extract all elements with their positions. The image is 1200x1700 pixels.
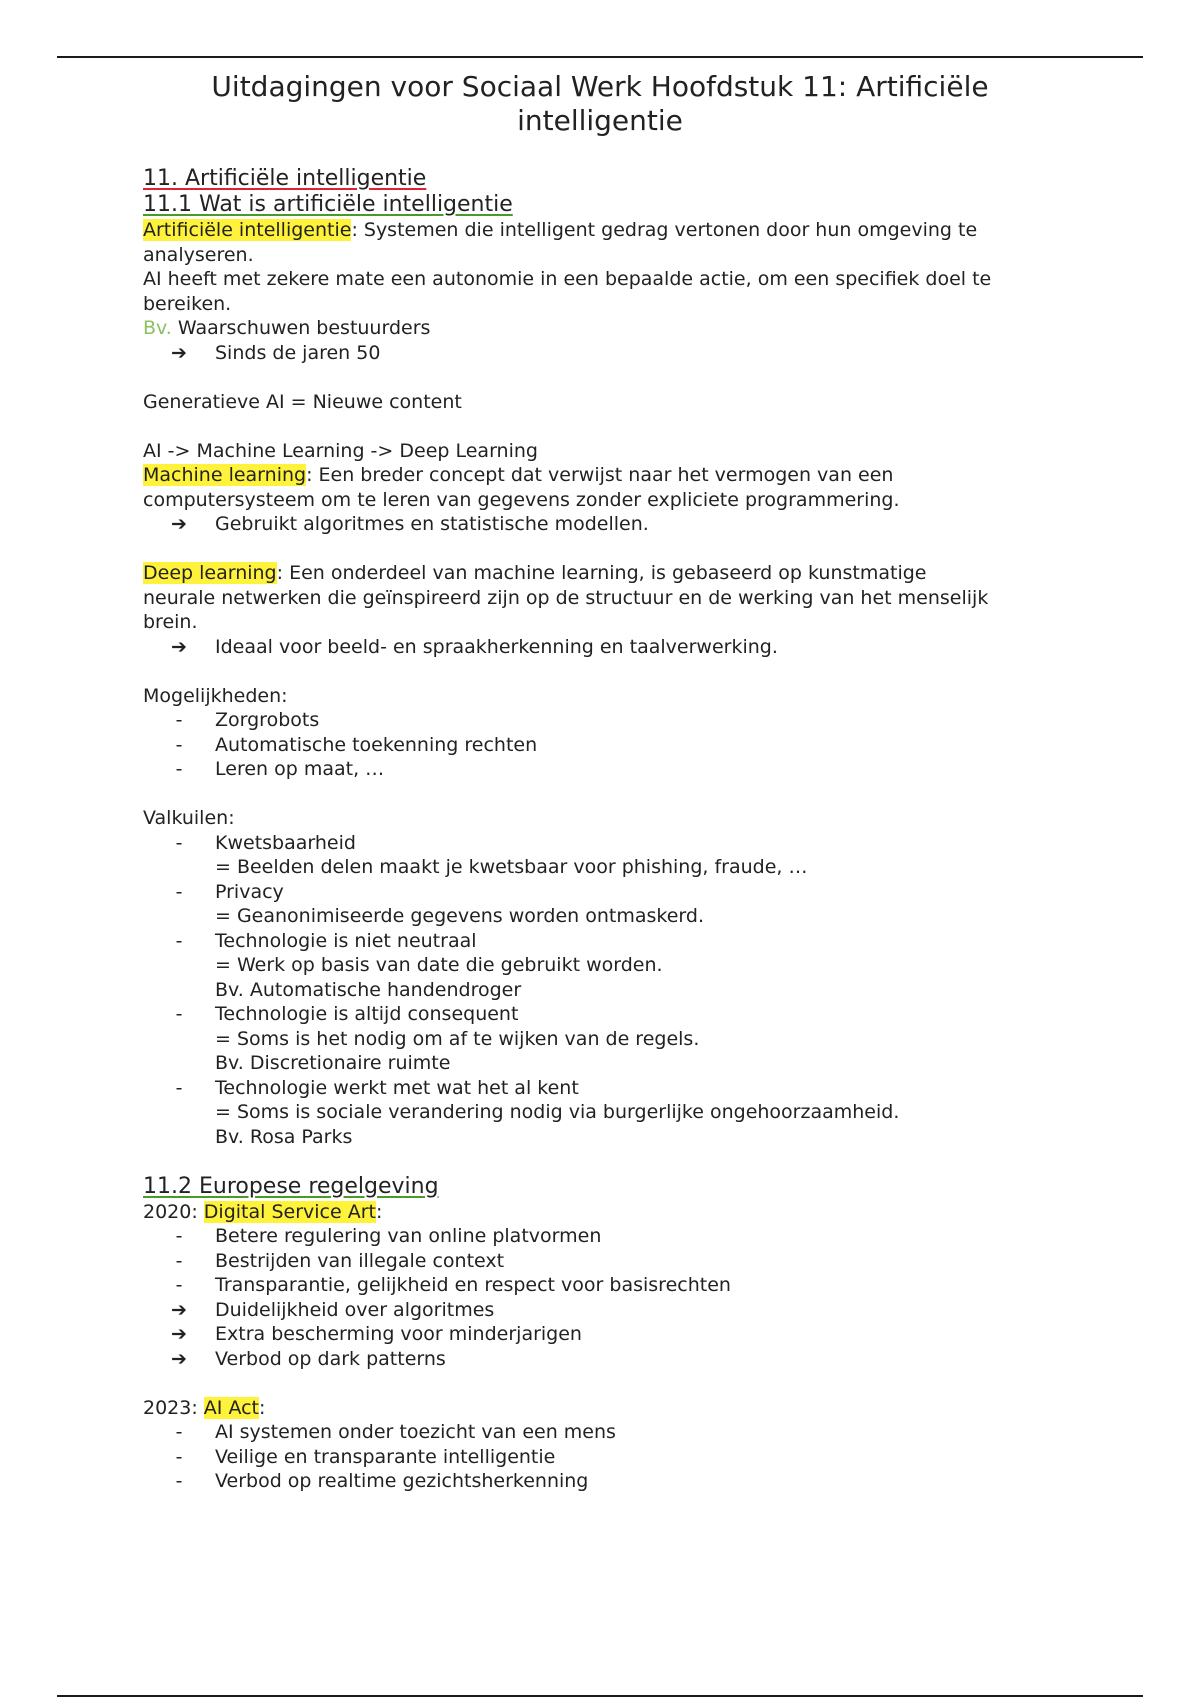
- arrow-icon: ➔: [171, 635, 187, 658]
- list-item: - Privacy: [143, 880, 1103, 905]
- term-ai-act: AI Act: [203, 1396, 259, 1419]
- definition-dl: Deep learning: Een onderdeel van machine learning, is gebaseerd op kunstmatige: [143, 562, 927, 584]
- dash-bullet: -: [175, 1225, 183, 1247]
- generative-ai-line: Generatieve AI = Nieuwe content: [143, 390, 462, 413]
- list-item: - Betere regulering van online platvormen: [143, 1224, 1103, 1249]
- arrow-icon: ➔: [171, 1347, 187, 1370]
- dash-bullet: -: [175, 1274, 183, 1296]
- page-title: Uitdagingen voor Sociaal Werk Hoofdstuk 11: Artificiële intelligentie: [211, 70, 989, 137]
- dash-bullet: -: [175, 1076, 183, 1099]
- dash-bullet: -: [175, 1249, 183, 1272]
- term-dl: Deep learning: [143, 562, 277, 584]
- dash-bullet: -: [175, 1470, 183, 1492]
- list-item: - Transparantie, gelijkheid en respect voor basisrechten: [143, 1273, 1103, 1298]
- dash-bullet: -: [175, 1421, 183, 1443]
- list-item: - Automatische toekenning rechten: [143, 733, 1103, 758]
- list-item: - Leren op maat, …: [143, 757, 1103, 782]
- arrow-icon: ➔: [171, 513, 187, 535]
- document-body: 11. Artificiële intelligentie 11.1 Wat is artificiële intelligentie Artificiële intelligentie: Systemen die intelligent gedrag vertonen door hun omgeving te analyseren. AI heeft met zekere mate een autonomie in een bepaalde actie, om een specifiek doel te bereiken. Bv. Waarschuwen bestuurders ➔ Sinds de jaren 50 Generatieve AI = Nieuwe content AI -> Machine Learning -> Deep Learning Machine learning: Een breder concept dat verwijst naar het vermogen van een computersysteem om te leren van gegevens zonder expliciete programmering. ➔ Gebruikt algoritmes en statistische modellen. Deep learning: Een onderdeel van machine learning, is gebaseerd op kunstmatige neurale netwerken die geïnspireerd zijn op de structuur en de werking van het menselijk brein. ➔ Ideaal voor beeld- en spraakherkenning en taalverwerking. Mogelijkheden: - Zorgrobots - Automatische toekenning rechten - Leren op maat, … Valkuilen: - Kwetsbaarheid = Beelden delen maakt je kwetsbaar voor phishing, fraude, … - Privacy = Geanonimiseerde gegevens worden ontmaskerd. - Technologie is niet neutraal = Werk op basis van date die gebruikt worden. Bv. Automatische handendroger - Technologie is altijd consequent = Soms is het nodig om af te wijken van de regels. Bv. Discretionaire ruimte - Technologie werkt met wat het al kent = Soms is sociale verandering nodig via burgerlijke ongehoorzaamheid. Bv. Rosa Parks 11.2 Europese regelgeving 2020: Digital Service Art: - Betere regulering van online platvormen - Bestrijden van illegale context - Transparantie, gelijkheid en respect voor basisrechten ➔ Duidelijkheid over algoritmes ➔ Extra bescherming voor minderjarigen ➔ Verbod op dark patterns 2023: AI Act: - AI systemen onder toezicht van een mens - Veilige en transparante intelligentie - Verbod op realtime gezichtsherkenning: [143, 166, 1103, 1494]
- dash-bullet: -: [175, 1003, 183, 1025]
- definition-ml: Machine learning: Een breder concept dat verwijst naar het vermogen van een: [143, 464, 894, 486]
- top-rule: [57, 56, 1143, 58]
- possibilities-label: Mogelijkheden:: [143, 684, 288, 707]
- dash-bullet: -: [175, 1445, 183, 1468]
- list-item: - Zorgrobots: [143, 708, 1103, 733]
- arrow-icon: ➔: [171, 1323, 187, 1345]
- arrow-item: ➔ Gebruikt algoritmes en statistische modellen.: [143, 512, 1103, 537]
- arrow-icon: ➔: [171, 341, 187, 364]
- arrow-item: ➔ Extra bescherming voor minderjarigen: [143, 1322, 1103, 1347]
- heading-section-11-2: 11.2 Europese regelgeving: [143, 1173, 439, 1199]
- dash-bullet: -: [175, 929, 183, 952]
- ai-act-line: 2023: AI Act:: [143, 1396, 266, 1419]
- dash-bullet: -: [175, 709, 183, 731]
- autonomy-text: AI heeft met zekere mate een autonomie in een bepaalde actie, om een specifiek doel te: [143, 268, 992, 290]
- arrow-item: ➔ Verbod op dark patterns: [143, 1347, 1103, 1372]
- example-label: Bv.: [143, 317, 172, 339]
- dash-bullet: -: [175, 831, 183, 854]
- example-line: Bv. Waarschuwen bestuurders: [143, 317, 431, 339]
- heading-chapter-11: 11. Artificiële intelligentie: [143, 166, 427, 191]
- list-item: - Technologie werkt met wat het al kent: [143, 1076, 1103, 1101]
- dash-bullet: -: [175, 880, 183, 903]
- term-dsa: Digital Service Art: [203, 1200, 376, 1223]
- list-item: - AI systemen onder toezicht van een mens: [143, 1420, 1103, 1445]
- bottom-rule: [57, 1695, 1143, 1697]
- definition-ai: Artificiële intelligentie: Systemen die intelligent gedrag vertonen door hun omgeving te: [143, 219, 978, 241]
- list-item: - Technologie is niet neutraal: [143, 929, 1103, 954]
- term-ai: Artificiële intelligentie: [143, 219, 352, 241]
- pitfalls-label: Valkuilen:: [143, 807, 235, 829]
- list-item: - Technologie is altijd consequent: [143, 1002, 1103, 1027]
- ai-hierarchy-line: AI -> Machine Learning -> Deep Learning: [143, 439, 538, 462]
- dsa-line: 2020: Digital Service Art:: [143, 1200, 383, 1223]
- dash-bullet: -: [175, 733, 183, 756]
- dash-bullet: -: [175, 758, 183, 780]
- list-item: - Verbod op realtime gezichtsherkenning: [143, 1469, 1103, 1494]
- arrow-item: ➔ Sinds de jaren 50: [143, 341, 1103, 366]
- arrow-item: ➔ Ideaal voor beeld- en spraakherkenning en taalverwerking.: [143, 635, 1103, 660]
- list-item: - Kwetsbaarheid: [143, 831, 1103, 856]
- heading-section-11-1: 11.1 Wat is artificiële intelligentie: [143, 192, 513, 217]
- list-item: - Bestrijden van illegale context: [143, 1249, 1103, 1274]
- arrow-icon: ➔: [171, 1298, 187, 1321]
- arrow-item: ➔ Duidelijkheid over algoritmes: [143, 1298, 1103, 1323]
- term-ml: Machine learning: [143, 464, 307, 486]
- list-item: - Veilige en transparante intelligentie: [143, 1445, 1103, 1470]
